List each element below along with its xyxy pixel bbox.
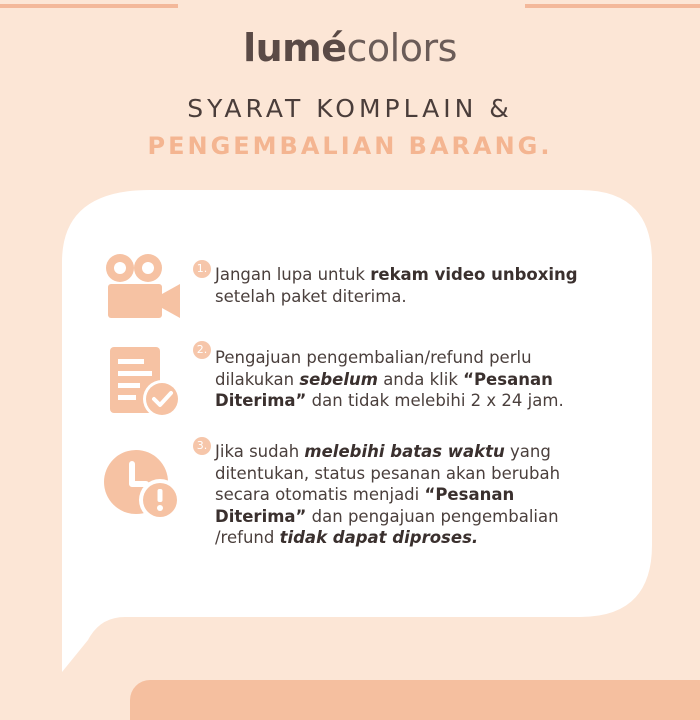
logo-strong: lumé [243, 26, 347, 70]
clock-alert-icon [102, 448, 184, 522]
item-text-2 [215, 347, 564, 412]
item-2-segment: anda klik [377, 369, 464, 389]
item-3-segment: tidak dapat diproses. [279, 528, 479, 547]
item-1-segment: rekam video unboxing [370, 265, 578, 284]
item-2-segment: dilakukan [215, 369, 300, 389]
item-2-segment: “Pesanan [463, 369, 553, 389]
item-text-3 [215, 441, 560, 549]
item-3-segment: Diterima” [215, 506, 307, 526]
heading-line-1: SYARAT KOMPLAIN & [187, 94, 513, 123]
item-2-segment: Pengajuan pengembalian/refund perlu [215, 348, 532, 367]
item-number-2: 2. [193, 341, 211, 359]
item-3-segment: “Pesanan [424, 485, 515, 504]
video-camera-icon [102, 250, 184, 322]
logo-light: colors [346, 26, 457, 70]
item-number-1: 1. [193, 260, 211, 278]
item-3-segment: Jika sudah [215, 442, 305, 461]
item-2-segment: Diterima” [215, 391, 307, 410]
item-number-3: 3. [193, 437, 211, 455]
heading-line-2: PENGEMBALIAN BARANG. [147, 132, 553, 160]
item-1-segment: Jangan lupa untuk [215, 265, 371, 284]
item-3-segment: secara otomatis menjadi [215, 485, 425, 504]
item-3-segment: /refund [215, 528, 280, 547]
item-3-segment: ditentukan, status pesanan akan berubah [215, 463, 561, 483]
item-text-1 [215, 264, 578, 307]
bottom-decor-bar [130, 680, 700, 720]
item-3-segment: dan pengajuan pengembalian [306, 506, 559, 526]
item-2-segment: sebelum [299, 369, 378, 389]
item-1-segment: setelah paket diterima. [215, 286, 407, 306]
document-check-icon [108, 345, 182, 419]
item-3-segment: yang [504, 442, 551, 461]
item-2-segment: dan tidak melebihi 2 x 24 jam. [306, 391, 564, 410]
item-3-segment: melebihi batas waktu [304, 442, 505, 461]
